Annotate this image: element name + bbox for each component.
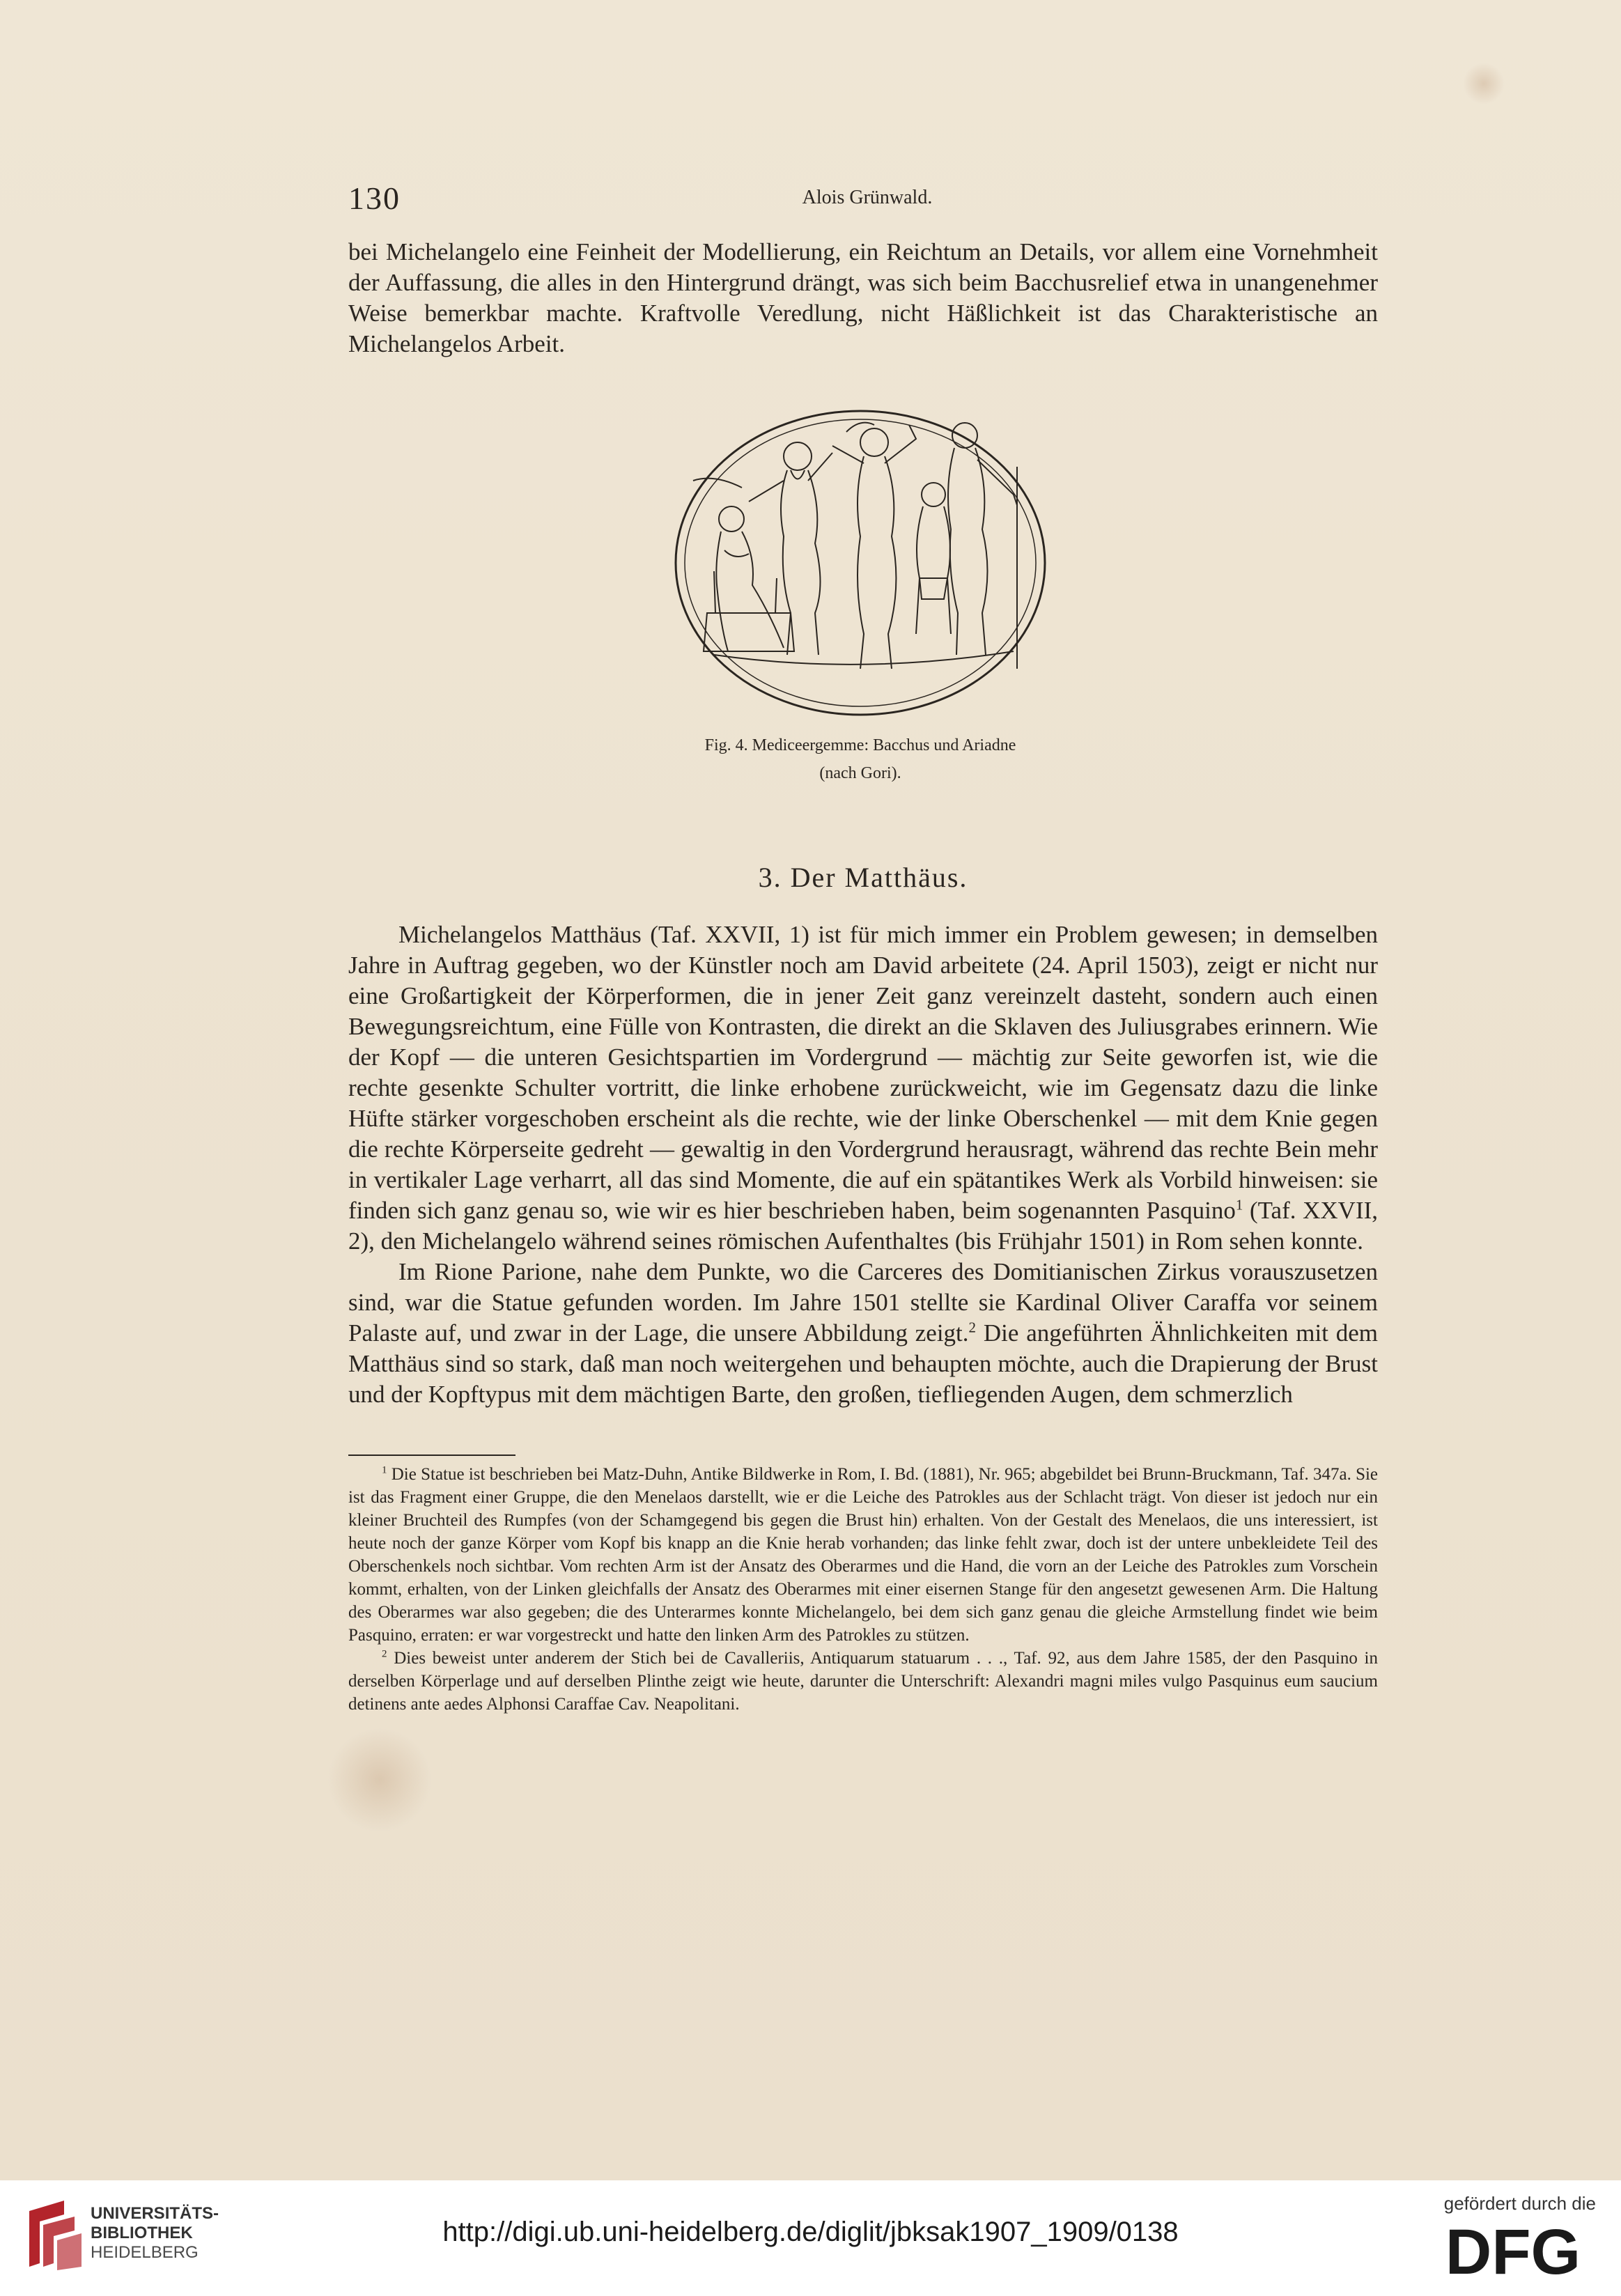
body-paragraph-1-end: (Taf. XXVII, 2), den Michelangelo während seines römischen Aufenthaltes (bis Frühjahr 1501) in Rom sehen konnte.	[348, 1197, 1379, 1255]
section-heading: 3. Der Matthäus.	[758, 862, 968, 893]
paper-stain	[327, 1728, 432, 1832]
body-paragraph-1	[348, 920, 1378, 1257]
document-url-link[interactable]: http://digi.ub.uni-heidelberg.de/diglit/jbksak1907_1909/0138	[442, 2217, 1179, 2247]
footnote-mark-1: 1	[382, 1464, 387, 1476]
footnote-mark-2: 2	[382, 1648, 387, 1660]
footnote-ref-1[interactable]: 1	[1235, 1196, 1243, 1213]
figure-caption	[488, 731, 1233, 787]
body-paragraph-1-text: Michelangelos Matthäus (Taf. XXVII, 1) ist für mich immer ein Problem gewesen; in demselben Jahre in Auftrag gegeben, wo der Künstler noch am David arbeitete (24. April 1503), zeigt er nicht nur eine Großartigkeit der Körperformen, die in jener Zeit ganz vereinzelt dasteht, sondern auch einen Bewegungsreichtum, eine Fülle von Kontrasten, die direkt an die Sklaven des Juliusgrabes erinnern. Wie der Kopf — die unteren Gesichtspartien im Vordergrund — mächtig zur Seite geworfen ist, wie die rechte gesenkte Schulter vortritt, die linke erhobene zurückweicht, wie im Gegensatz dazu die linke Hüfte stärker vorgeschoben erscheint als die rechte, wie der linke Oberschenkel — mit dem Knie gegen die rechte Körperseite gedreht — gewaltig in den Vordergrund herausragt, während das rechte Bein mehr in vertikaler Lage verharrt, all das sind Momente, die auf ein spätantikes Werk als Vorbild hinweisen: sie finden sich ganz genau so, wie wir es hier beschrieben haben, beim sogenannten Pasquino	[348, 921, 1378, 1224]
body-paragraph-2	[348, 1257, 1378, 1410]
dfg-logo-icon[interactable]	[1433, 2219, 1593, 2282]
funded-by-label: gefördert durch die	[1443, 2193, 1596, 2214]
intro-text	[348, 237, 1378, 359]
footnote-1	[348, 1463, 1378, 1647]
running-head: Alois Grünwald.	[802, 187, 933, 208]
body-paragraph-2-text: Im Rione Parione, nahe dem Punkte, wo die Carceres des Domitianischen Zirkus vorauszusetzen sind, war die Statue gefunden worden. Im Jahre 1501 stellte sie Kardinal Oliver Caraffa vor seinem Palaste auf, und zwar in der Lage, die unsere Abbildung zeigt.	[348, 1258, 1378, 1347]
library-name-line-3: HEIDELBERG	[91, 2243, 199, 2262]
viewer-footer	[0, 2180, 1621, 2296]
library-name-line-2: BIBLIOTHEK	[91, 2224, 193, 2242]
footnote-2-text: Dies beweist unter anderem der Stich bei de Cavalleriis, Antiquarum statuarum . . ., Taf. 92, aus dem Jahre 1585, der den Pasquino in derselben Körperlage und auf derselben Plinthe zeigt wie heute, darunter die Unterschrift: Alexandri magni miles vulgo Pasquinus eum saucium detinens ante aedes Alphonsi Caraffae Cav. Neapolitani.	[348, 1649, 1379, 1714]
footnote-1-text: Die Statue ist beschrieben bei Matz-Duhn, Antike Bildwerke in Rom, I. Bd. (1881), Nr. 965; abgebildet bei Brunn-Bruckmann, Taf. 347a. Sie ist das Fragment einer Gruppe, die den Menelaos darstellt, wie er die Leiche des Patrokles aus der Schlacht trägt. Von dieser ist jedoch nur ein kleiner Bruchteil des Rumpfes (von der Schamgegend bis gegen die Brust hin) erhalten. Von der Gestalt des Menelaos, die uns interessiert, ist heute noch der ganze Körper vom Kopf bis knapp an die Knie herab vorhanden; das linke fehlt zwar, doch ist der untere unbekleidete Teil des Oberschenkels noch sichtbar. Vom rechten Arm ist der Ansatz des Oberarmes und die Hand, die vorn an der Leiche des Patrokles zum Vorschein kommt, erhalten, von der Linken gleichfalls der Ansatz des Oberarmes mit einer eisernen Stange für den angesetzt gewesenen Arm. Die Haltung des Oberarmes war also gegeben; die des Unterarmes konnte Michelangelo, bei dem sich ganz genau die gleiche Armstellung findet wie beim Pasquino, erraten: er war vorgestreckt und hatte den linken Arm des Patrokles zu stützen.	[348, 1465, 1379, 1645]
footnote-ref-2[interactable]: 2	[968, 1319, 977, 1336]
page-header	[348, 180, 1386, 222]
body-paragraph-2-end: Die angeführten Ähnlichkeiten mit dem Matthäus sind so stark, daß man noch weitergehen und behaupten möchte, auch die Drapierung der Brust und der Kopftypus mit dem mächtigen Barte, den großen, tiefliegenden Augen, dem schmerzlich	[348, 1319, 1379, 1408]
caption-line-1: Fig. 4. Mediceergemme: Bacchus und Ariadne	[704, 736, 1016, 754]
footnote-divider	[348, 1455, 515, 1456]
gem-illustration	[665, 404, 1055, 724]
gem-engraving-image	[665, 404, 1055, 724]
caption-line-2: (nach Gori).	[819, 764, 901, 782]
page-number: 130	[348, 180, 401, 216]
footnote-2	[348, 1647, 1378, 1716]
footnotes	[348, 1463, 1378, 1716]
section-body	[348, 920, 1378, 1410]
library-name-line-1: UNIVERSITÄTS-	[91, 2204, 219, 2223]
dfg-logo-text: DFG	[1445, 2219, 1581, 2282]
intro-paragraph: bei Michelangelo eine Feinheit der Modellierung, ein Reichtum an Details, vor allem eine Vornehmheit der Auffassung, die alles in den Hintergrund drängt, was sich beim Bacchusrelief etwa in unangenehmer Weise bemerkbar machte. Kraftvolle Veredlung, nicht Häßlichkeit ist das Charakteristische an Michelangelos Arbeit.	[348, 238, 1378, 357]
paper-stain	[1463, 63, 1505, 104]
